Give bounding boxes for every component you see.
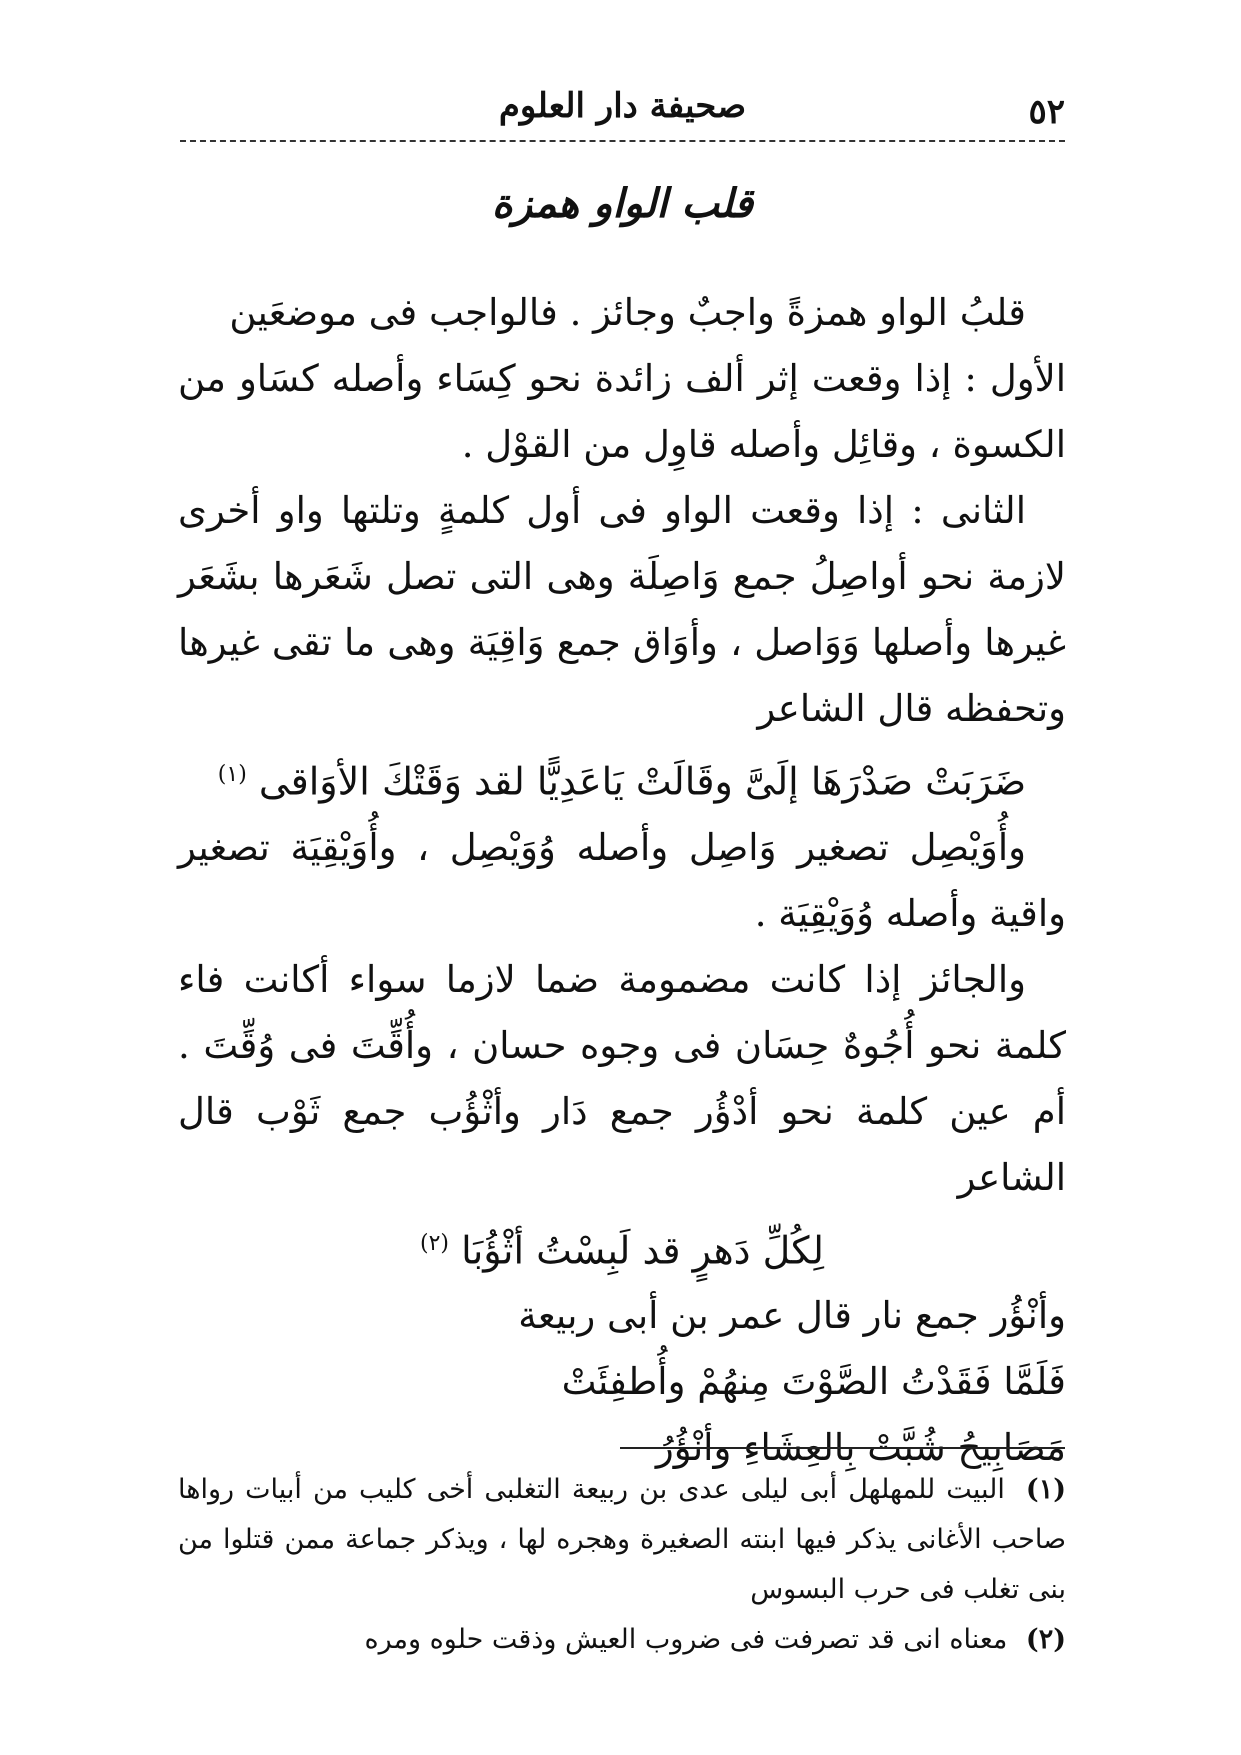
footnotes (178, 1465, 1066, 1665)
page-header (180, 80, 1065, 140)
paragraph: والجائز إذا كانت مضمومة ضما لازما سواء أكانت فاء كلمة نحو أُجُوهٌ حِسَان فى وجوه حسان ، وأُقِّتَ فى وُقِّتَ . أم عين كلمة نحو أدْؤُر جمع دَار وأثْؤُب جمع ثَوْب قال الشاعر (178, 957, 1066, 1199)
footnote-text: معناه انى قد تصرفت فى ضروب العيش وذقت حلوه ومره (364, 1624, 1008, 1655)
verse-line: مَصَابِيحُ شُبَّتْ بِالعِشَاءِ وأنْؤُرُ (655, 1426, 1066, 1470)
header-rule (180, 140, 1065, 142)
footnote-rule (620, 1447, 1065, 1449)
footnote-marker: (١) (217, 762, 247, 787)
paragraph: الثانى : إذا وقعت الواو فى أول كلمةٍ وتلتها واو أخرى لازمة نحو أواصِلُ جمع وَاصِلَة وهى التى تصل شَعَرها بشَعَر غيرها وأصلها وَوَاصل ، وأوَاق جمع وَاقِيَة وهى ما تقى غيرها وتحفظه قال الشاعر (178, 489, 1066, 730)
section-title: قلب الواو همزة (491, 180, 754, 227)
verse-line: فَلَمَّا فَقَدْتُ الصَّوْتَ مِنهُمْ وأُطفِئَتْ (561, 1360, 1066, 1404)
footnote-number: (٢) (1025, 1624, 1066, 1655)
running-title: صحيفة دار العلوم (498, 86, 747, 126)
paragraph: الأول : إذا وقعت إثر ألف زائدة نحو كِسَاء وأصله كسَاو من الكسوة ، وقائِل وأصله قاوِل من القوْل . (178, 357, 1066, 466)
paragraph: قلبُ الواو همزةً واجبٌ وجائز . فالواجب فى موضعَين (229, 291, 1026, 334)
footnote (178, 1465, 1066, 1615)
body-text (178, 280, 1066, 1481)
footnote-marker: (٢) (420, 1230, 450, 1256)
footnote-text: البيت للمهلهل أبى ليلى عدى بن ربيعة التغلبى أخى كليب من أبيات رواها صاحب الأغانى يذكر فيها ابنته الصغيرة وهجره لها ، ويذكر جماعة ممن قتلوا من بنى تغلب فى حرب البسوس (178, 1474, 1066, 1605)
verse-text: لِكُلِّ دَهرٍ قد لَبِسْتُ أثْؤُبَا (461, 1228, 824, 1273)
paragraph: وأُوَيْصِل تصغير وَاصِل وأصله وُوَيْصِل ، وأُوَيْقِيَة تصغير واقية وأصله وُوَيْقِيَة . (178, 825, 1066, 935)
verse-line (178, 1211, 1066, 1284)
verse-text: ضَرَبَتْ صَدْرَهَا إلَىَّ وقَالَتْ يَاعَدِيًّا لقد وَقَتْكَ الأوَاقى (258, 759, 1027, 804)
footnote (178, 1615, 1066, 1665)
verse-line (178, 742, 1066, 815)
footnote-number: (١) (1025, 1474, 1066, 1505)
paragraph: وأنْؤُر جمع نار قال عمر بن أبى ربيعة (518, 1294, 1066, 1338)
page-number: ٥٢ (1028, 92, 1065, 132)
